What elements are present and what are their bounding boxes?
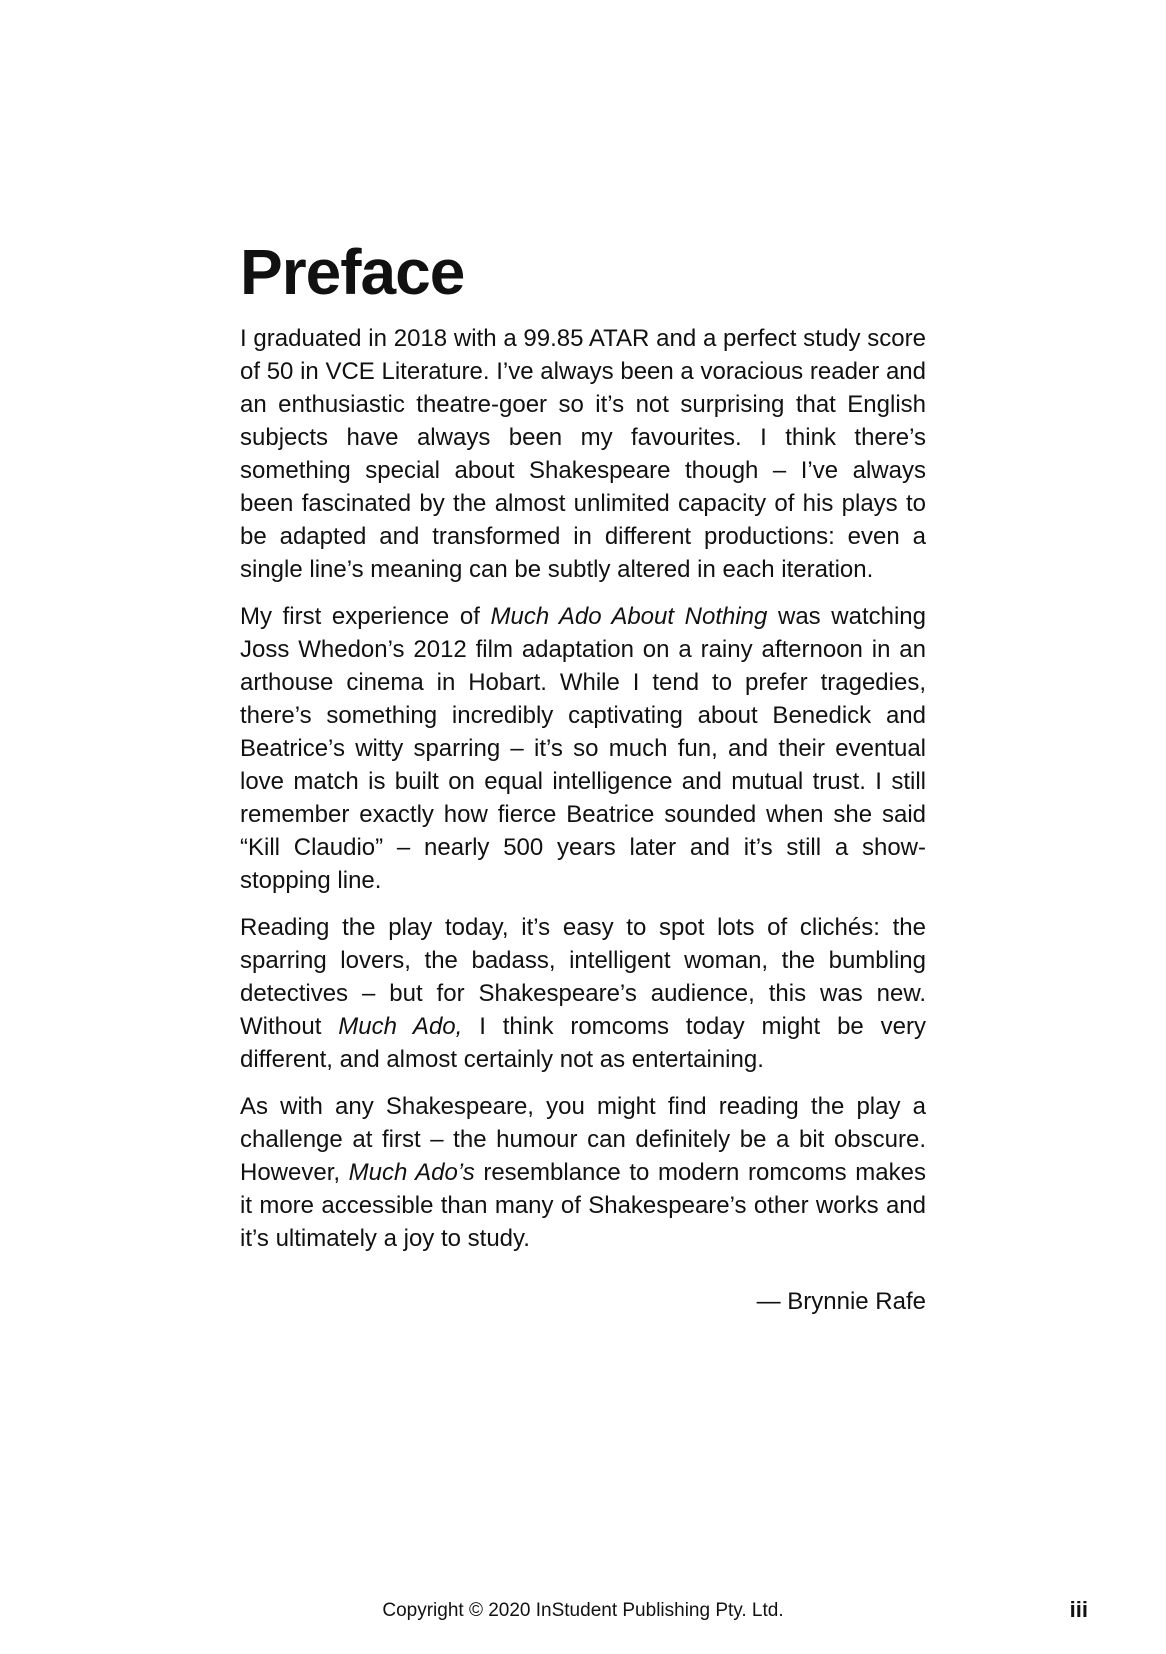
paragraph-2-text-b: was watching Joss Whedon’s 2012 film adaptation on a rainy afternoon in an arthouse cinema in Hobart. While I tend to prefer tragedies, there’s something incredibly captivating about Benedick and Beatrice’s witty sparring – it’s so much fun, and their eventual love match is built on equal intelligence and mutual trust. I still remember exactly how fierce Beatrice sounded when she said “Kill Claudio” – nearly 500 years later and it’s still a show-stopping line. (240, 603, 926, 894)
footer-copyright: Copyright © 2020 InStudent Publishing Pty. Ltd. (382, 1600, 784, 1621)
play-title-italic: Much Ado About Nothing (490, 603, 768, 630)
paragraph-4-text-a: As with any Shakespeare, you might find reading the play a challenge at first – the humour can definitely be a bit obscure. However, (240, 1093, 926, 1186)
page-number: iii (1069, 1597, 1088, 1622)
paragraph-1 (240, 322, 926, 586)
play-short-title-italic: Much Ado, (338, 1013, 463, 1040)
paragraph-4-text-b: resemblance to modern romcoms makes it more accessible than many of Shakespeare’s other works and it’s ultimately a joy to study. (240, 1159, 926, 1252)
page-title: Preface (240, 236, 465, 308)
paragraph-2-text-a: My first experience of (240, 603, 491, 630)
paragraph-2 (240, 600, 926, 897)
paragraph-1-text: I graduated in 2018 with a 99.85 ATAR and a perfect study score of 50 in VCE Literature. I’ve always been a voracious reader and an enthusiastic theatre-goer so it’s not surprising that English subjects have always been my favourites. I think there’s something special about Shakespeare though – I’ve always been fascinated by the almost unlimited capacity of his plays to be adapted and transformed in different productions: even a single line’s meaning can be subtly altered in each iteration. (240, 325, 926, 583)
preface-body (240, 322, 926, 1318)
paragraph-3-text-a: Reading the play today, it’s easy to spot lots of clichés: the sparring lovers, the badass, intelligent woman, the bumbling detectives – but for Shakespeare’s audience, this was new. Without (240, 914, 926, 1040)
paragraph-3 (240, 911, 926, 1076)
paragraph-3-text-b: I think romcoms today might be very different, and almost certainly not as entertaining. (240, 1013, 926, 1073)
author-signature: — Brynnie Rafe (756, 1288, 926, 1315)
paragraph-4 (240, 1090, 926, 1255)
play-possessive-italic: Much Ado’s (348, 1159, 475, 1186)
